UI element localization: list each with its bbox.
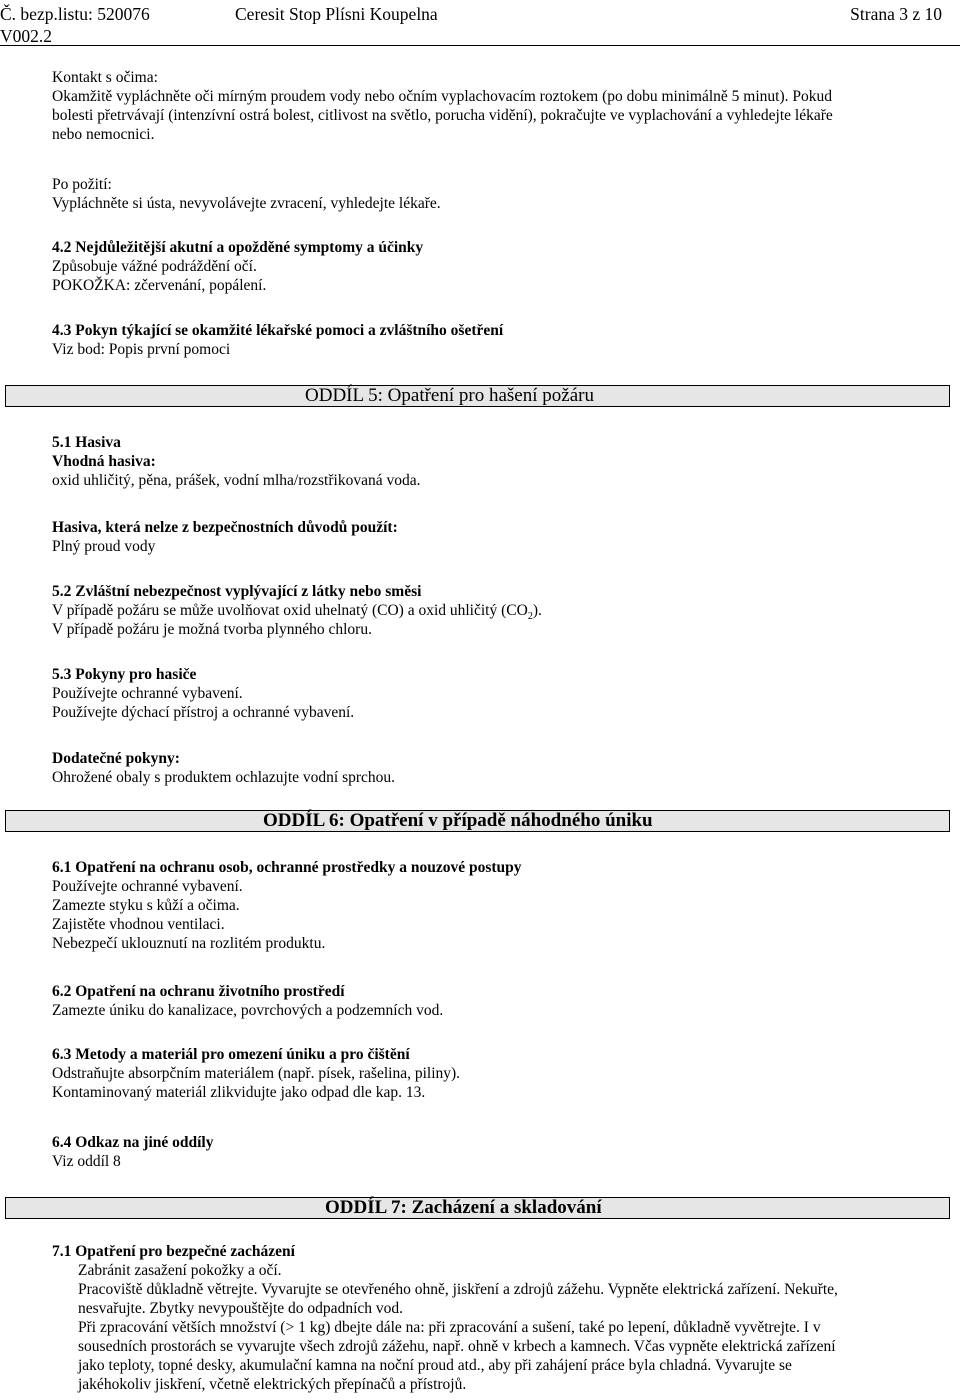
product-title: Ceresit Stop Plísni Koupelna — [235, 4, 438, 24]
symptom-line: POKOŽKA: zčervenání, popálení. — [52, 277, 267, 294]
additional-label: Dodatečné pokyny: — [52, 750, 180, 767]
section-6-3 — [52, 1045, 947, 1102]
precaution-line: Používejte ochranné vybavení. — [52, 878, 243, 895]
section-6-4 — [52, 1133, 947, 1171]
version: V002.2 — [0, 26, 53, 46]
handling-line: sousedních prostorách se vyvarujte všech zdrojů zážehu, např. ohně v krbech a kamnech. Včas vypněte elektrická zařízení — [78, 1338, 836, 1355]
precaution-line: Nebezpečí uklouznutí na rozlitém produktu. — [52, 935, 326, 952]
page-header — [0, 4, 960, 24]
section-6-title: ODDÍL 6: Opatření v případě náhodného úniku — [263, 810, 653, 831]
unsuitable-media-label: Hasiva, která nelze z bezpečnostních důvodů použít: — [52, 519, 398, 536]
hazard-line-text: V případě požáru se může uvolňovat oxid uhelnatý (CO) a oxid uhličitý (CO — [52, 602, 528, 619]
cleanup-line: Kontaminovaný materiál zlikvidujte jako odpad dle kap. 13. — [52, 1084, 426, 1101]
handling-line: nesvařujte. Zbytky nevypouštějte do odpadních vod. — [78, 1300, 404, 1317]
subsection-text: Zamezte úniku do kanalizace, povrchových a podzemních vod. — [52, 1002, 444, 1019]
subsection-title: 6.1 Opatření na ochranu osob, ochranné prostředky a nouzové postupy — [52, 859, 522, 876]
hazard-line — [52, 601, 947, 623]
handling-line: Zabránit zasažení pokožky a očí. — [78, 1262, 282, 1279]
additional-advice — [52, 749, 947, 787]
subsection-title: 6.3 Metody a materiál pro omezení úniku a pro čištění — [52, 1046, 410, 1063]
unsuitable-media-text: Plný proud vody — [52, 538, 156, 555]
sheet-code: Č. bezp.listu: 520076 — [0, 4, 150, 24]
cleanup-line: Odstraňujte absorpčním materiálem (např. písek, rašelina, piliny). — [52, 1065, 461, 1082]
section-5-3 — [52, 665, 947, 722]
precaution-line: Zamezte styku s kůží a očima. — [52, 897, 240, 914]
handling-line: Při zpracování větších množství (> 1 kg) dbejte dále na: při zpracování a sušení, také po lepení, důkladně vyvětrejte. I v — [78, 1319, 821, 1336]
section-5-1 — [52, 433, 947, 490]
subsection-title: 6.4 Odkaz na jiné oddíly — [52, 1134, 214, 1151]
handling-text — [52, 1261, 947, 1394]
subsection-title: 7.1 Opatření pro bezpečné zacházení — [52, 1243, 295, 1260]
subsection-title: 4.3 Pokyn týkající se okamžité lékařské pomoci a zvláštního ošetření — [52, 322, 504, 339]
suitable-media-text: oxid uhličitý, pěna, prášek, vodní mlha/rozstřikovaná voda. — [52, 472, 421, 489]
ingestion-text: Vypláchněte si ústa, nevyvolávejte zvracení, vyhledejte lékaře. — [52, 195, 441, 212]
subsection-text: Viz bod: Popis první pomoci — [52, 341, 231, 358]
subsection-title: 5.2 Zvláštní nebezpečnost vyplývající z látky nebo směsi — [52, 583, 422, 600]
section-5-2 — [52, 582, 947, 639]
section-6-2 — [52, 982, 947, 1020]
hazard-line-end: ). — [532, 602, 542, 619]
unsuitable-media-block — [52, 518, 947, 556]
subsection-title: 6.2 Opatření na ochranu životního prostředí — [52, 983, 345, 1000]
page-number: Strana 3 z 10 — [850, 4, 942, 24]
ingestion-block — [52, 175, 947, 213]
symptom-line: Způsobuje vážné podráždění očí. — [52, 258, 257, 275]
hazard-line: V případě požáru je možná tvorba plynného chloru. — [52, 621, 372, 638]
handling-line: jakéhokoliv jiskření, včetně elektrických přepínačů a přístrojů. — [78, 1376, 467, 1393]
section-7-title: ODDÍL 7: Zacházení a skladování — [325, 1197, 602, 1218]
section-4-3 — [52, 321, 947, 359]
subsection-title: 4.2 Nejdůležitější akutní a opožděné symptomy a účinky — [52, 239, 424, 256]
eye-contact-line: bolesti přetrvávají (intenzívní ostrá bolest, citlivost na světlo, porucha vidění), pokračujte ve vyplachování a vyhledejte lékaře — [52, 107, 833, 124]
eye-contact-block — [52, 68, 947, 144]
subsection-text: Viz oddíl 8 — [52, 1153, 121, 1170]
section-5-title: ODDÍL 5: Opatření pro hašení požáru — [305, 385, 594, 406]
section-4-2 — [52, 238, 947, 295]
ingestion-label: Po požití: — [52, 176, 112, 193]
section-7-1 — [52, 1242, 947, 1394]
firefighter-line: Používejte dýchací přístroj a ochranné vybavení. — [52, 704, 355, 721]
section-6-1 — [52, 858, 947, 953]
eye-contact-line: nebo nemocnici. — [52, 126, 155, 143]
eye-contact-label: Kontakt s očima: — [52, 69, 158, 86]
handling-line: Pracoviště důkladně větrejte. Vyvarujte se otevřeného ohně, jiskření a zdrojů zážehu. Vypněte elektrická zařízení. Nekuřte, — [78, 1281, 838, 1298]
firefighter-line: Používejte ochranné vybavení. — [52, 685, 243, 702]
subsection-title: 5.3 Pokyny pro hasiče — [52, 666, 197, 683]
additional-text: Ohrožené obaly s produktem ochlazujte vodní sprchou. — [52, 769, 396, 786]
precaution-line: Zajistěte vhodnou ventilaci. — [52, 916, 225, 933]
subscript: 2 — [527, 611, 533, 623]
header-divider — [0, 45, 960, 46]
suitable-media-label: Vhodná hasiva: — [52, 453, 156, 470]
eye-contact-line: Okamžitě vypláchněte oči mírným proudem vody nebo očním vyplachovacím roztokem (po dobu minimálně 5 minut). Pokud — [52, 88, 832, 105]
subsection-title: 5.1 Hasiva — [52, 434, 121, 451]
handling-line: jako teploty, topné desky, akumulační kamna na noční proud atd., aby při zahájení práce byla chladná. Vyvarujte se — [78, 1357, 792, 1374]
